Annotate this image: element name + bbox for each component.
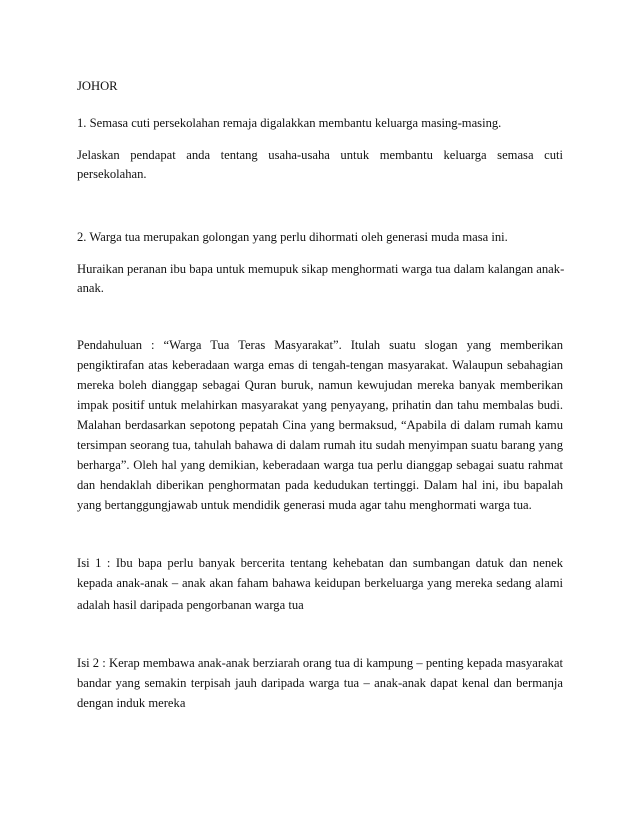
isi-1-line: adalah hasil daripada pengorbanan warga tua <box>77 598 304 612</box>
isi-1-line: kepada anak-anak – anak akan faham bahawa keidupan berkeluarga yang mereka sedang alami <box>77 576 563 590</box>
isi-2-line: Isi 2 : Kerap membawa anak-anak berziarah orang tua di kampung – penting kepada masyarakat <box>77 656 563 670</box>
intro-line: Malahan berdasarkan sepotong pepatah Cina yang bermaksud, “Apabila di dalam rumah kamu <box>77 418 563 432</box>
question-2-text: 2. Warga tua merupakan golongan yang perlu dihormati oleh generasi muda masa ini. <box>77 230 508 244</box>
isi-2-line: bandar yang semakin terpisah jauh daripada warga tua – anak-anak dapat kenal dan bermanja <box>77 676 563 690</box>
intro-line: mereka boleh dianggap sebagai Quran buruk, namun kewujudan mereka banyak memberikan <box>77 378 563 392</box>
intro-line: pengiktirafan atas keberadaan warga emas di tengah-tengan masyarakat. Walaupun sebahagian <box>77 358 563 372</box>
intro-line: Pendahuluan : “Warga Tua Teras Masyarakat”. Itulah suatu slogan yang memberikan <box>77 338 563 352</box>
question-1-instruction-cont: persekolahan. <box>77 167 147 181</box>
question-1-text: 1. Semasa cuti persekolahan remaja digalakkan membantu keluarga masing-masing. <box>77 116 502 130</box>
document-heading: JOHOR <box>77 79 118 93</box>
isi-2-line: dengan induk mereka <box>77 696 186 710</box>
intro-line: impak positif untuk melahirkan masyarakat yang penyayang, prihatin dan tahu membalas budi. <box>77 398 563 412</box>
intro-line: tersimpan seorang tua, tahulah bahawa di dalam rumah itu sudah menyimpan suatu barang yang <box>77 438 563 452</box>
intro-line: yang bertanggungjawab untuk mendidik generasi muda agar tahu menghormati warga tua. <box>77 498 532 512</box>
question-2-instruction: Huraikan peranan ibu bapa untuk memupuk sikap menghormati warga tua dalam kalangan anak- <box>77 262 565 276</box>
intro-line: berharga”. Oleh hal yang demikian, keberadaan warga tua perlu dianggap sebagai suatu rahmat <box>77 458 563 472</box>
question-1-instruction: Jelaskan pendapat anda tentang usaha-usaha untuk membantu keluarga semasa cuti <box>77 148 563 162</box>
isi-1-line: Isi 1 : Ibu bapa perlu banyak bercerita tentang kehebatan dan sumbangan datuk dan nenek <box>77 556 563 570</box>
question-2-instruction-cont: anak. <box>77 281 104 295</box>
intro-line: dan hendaklah diberikan penghormatan pada kedudukan tertinggi. Dalam hal ini, ibu bapalah <box>77 478 563 492</box>
